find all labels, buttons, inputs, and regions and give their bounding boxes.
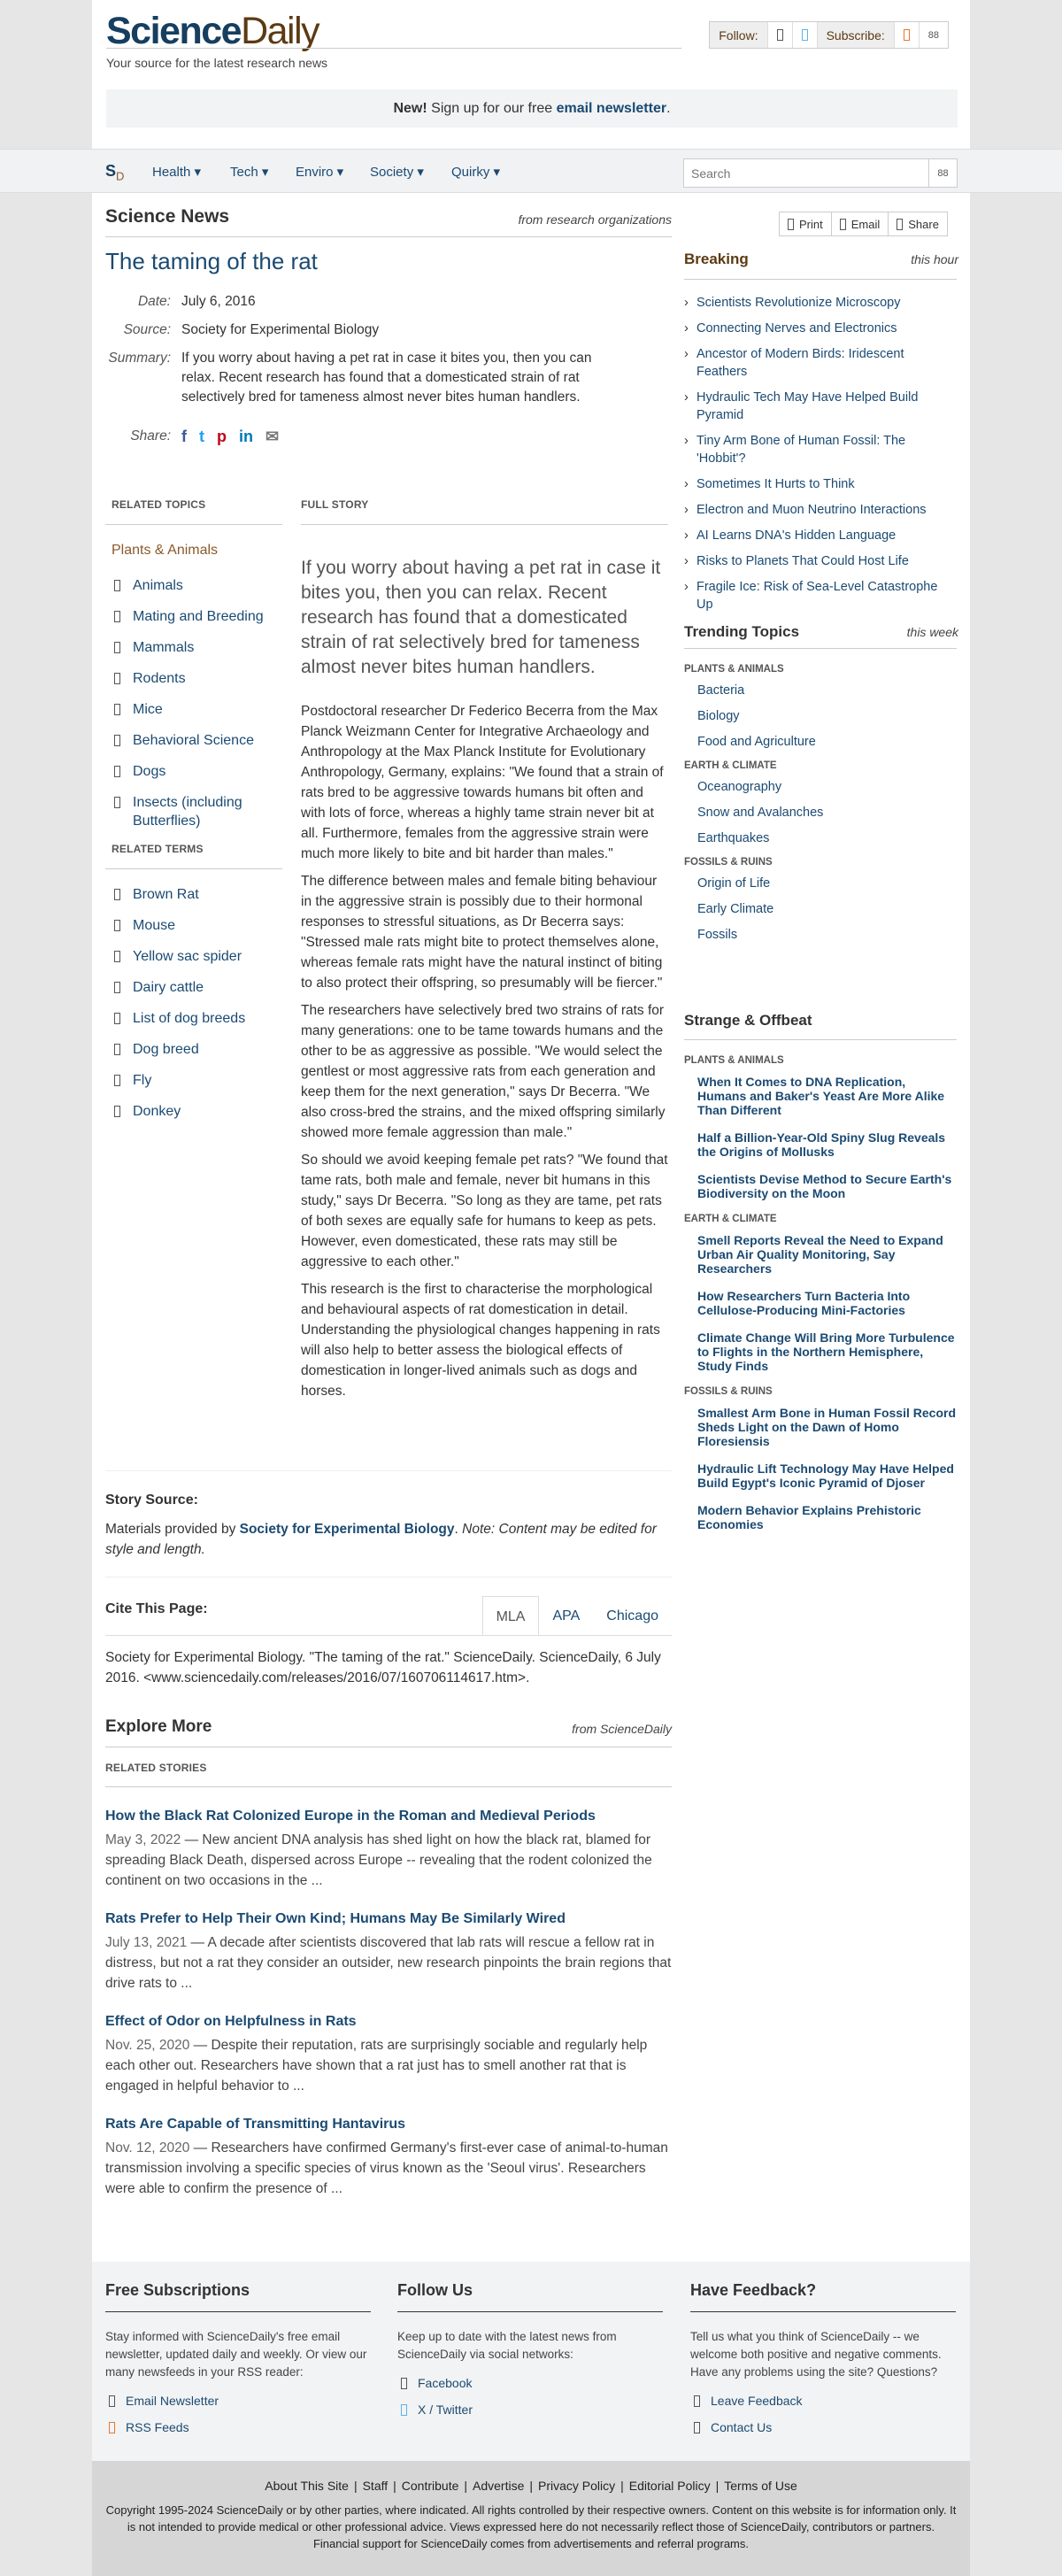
article-date: Date: July 6, 2016 — [137, 294, 256, 309]
breaking-item[interactable]: › Electron and Muon Neutrino Interactions — [684, 501, 957, 519]
related-story-title[interactable]: Rats Are Capable of Transmitting Hantavirus — [105, 2117, 406, 2132]
breaking-item[interactable]: › Fragile Ice: Risk of Sea-Level Catastrophe Up — [684, 578, 957, 613]
tagline: Your source for the latest research news — [106, 56, 328, 70]
tab-chicago[interactable]: Chicago — [606, 1608, 658, 1623]
link-icon — [114, 1106, 120, 1117]
link-icon — [114, 920, 120, 931]
related-topic-link[interactable]: Mice — [105, 700, 282, 719]
group-heading: FOSSILS & RUINS — [684, 857, 773, 868]
follow-label: Follow: — [710, 22, 767, 48]
related-topic-link[interactable]: Behavioral Science — [105, 731, 282, 750]
story-paragraph: This research is the first to characterise the morphological and behavioural aspects of rat domestication in detail. Understanding the physiological changes happening in rats will also help to better assess the biological effects of domestication in longer-lived animals such as dogs and horses. — [301, 1282, 660, 1399]
nav-health[interactable]: Health ▾ — [152, 165, 202, 180]
footer — [92, 2262, 970, 2461]
article-source: Source: Society for Experimental Biology — [123, 322, 380, 337]
related-topic-link[interactable]: Dogs — [105, 762, 282, 781]
explore-subtitle: from ScienceDaily — [572, 1722, 672, 1736]
separator: | — [620, 2479, 624, 2493]
citation-text[interactable]: Society for Experimental Biology. "The taming of the rat." ScienceDaily. ScienceDaily, 6 July 2016. <www.sciencedaily.com/releases/2016/07/160706114617.htm>. — [105, 1650, 661, 1685]
link-icon — [114, 1075, 120, 1086]
related-term-link[interactable]: Mouse — [105, 916, 282, 935]
trending-link[interactable]: Food and Agriculture — [697, 735, 816, 749]
story-source: Story Source: Materials provided by Society for Experimental Biology. Note: Content may be edited for style and length. — [105, 1492, 657, 1557]
copyright: Copyright 1995-2024 ScienceDaily or by other parties, where indicated. All rights controlled by their respective owners. Content on this website is for information only. It is not intended to provide medical or other professional advice. Views expressed here do not necessarily reflect those of ScienceDaily, contributors or partners. Financial support for ScienceDaily comes from advertisements and referral programs. — [105, 2503, 957, 2550]
newsletter-banner: New! Sign up for our free email newsletter. — [106, 89, 958, 127]
share-button[interactable]: Share — [889, 212, 947, 235]
footer-text: Keep up to date with the latest news from ScienceDaily via social networks: — [397, 2330, 617, 2361]
trending-link[interactable]: Earthquakes — [697, 831, 770, 845]
related-term-link[interactable]: Yellow sac spider — [105, 947, 282, 966]
share-row: Share: f t p in ✉ — [130, 428, 280, 445]
related-story-summary: Nov. 12, 2020 — Researchers have confirmed Germany's first-ever case of animal-to-human transmission involving a specific species of virus known as the 'Seoul virus'. Researchers were able to confirm the presence of ... — [105, 2140, 668, 2196]
nav-enviro[interactable]: Enviro ▾ — [296, 165, 344, 180]
separator: | — [393, 2479, 396, 2493]
rss-icon[interactable] — [895, 22, 920, 48]
nav-logo[interactable]: $S_D$ — [105, 162, 125, 183]
footer-bottom-link[interactable]: Contribute — [401, 2479, 459, 2493]
link-icon — [114, 611, 120, 622]
email-icon — [109, 2395, 115, 2407]
related-term-link[interactable]: Dairy cattle — [105, 978, 282, 997]
twitter-share-icon[interactable]: t — [199, 428, 204, 445]
related-story — [105, 2117, 672, 2199]
footer-bottom-link[interactable]: About This Site — [265, 2479, 349, 2493]
offbeat-link[interactable]: How Researchers Turn Bacteria Into Cellulose-Producing Mini-Factories — [697, 1289, 911, 1317]
article-title: The taming of the rat — [105, 248, 318, 274]
footer-bottom-link[interactable]: Privacy Policy — [538, 2479, 616, 2493]
link-icon — [114, 642, 120, 653]
offbeat-link[interactable]: Smell Reports Reveal the Need to Expand Urban Air Quality Monitoring, Say Researchers — [697, 1233, 943, 1276]
related-story-title[interactable]: Rats Prefer to Help Their Own Kind; Humans May Be Similarly Wired — [105, 1911, 566, 1926]
breaking-title: Breaking — [684, 251, 749, 267]
breaking-item[interactable]: › Connecting Nerves and Electronics — [684, 320, 957, 337]
related-story — [105, 2014, 672, 2096]
footer-link[interactable]: Leave Feedback — [690, 2394, 956, 2408]
related-story-title[interactable]: How the Black Rat Colonized Europe in the Roman and Medieval Periods — [105, 1809, 596, 1824]
tab-mla[interactable]: MLA — [482, 1596, 540, 1636]
email-share-icon[interactable]: ✉ — [266, 428, 280, 445]
footer-heading: Have Feedback? — [690, 2281, 956, 2312]
separator: | — [464, 2479, 468, 2493]
article-tools — [779, 212, 948, 236]
separator: | — [715, 2479, 720, 2493]
breaking-item[interactable]: › Hydraulic Tech May Have Helped Build Pyramid — [684, 389, 957, 424]
separator: | — [529, 2479, 534, 2493]
related-term-link[interactable]: Brown Rat — [105, 885, 282, 904]
related-term-link[interactable]: Fly — [105, 1071, 282, 1090]
trending-link[interactable]: Snow and Avalanches — [697, 806, 824, 820]
related-term-link[interactable]: Dog breed — [105, 1040, 282, 1059]
footer-bottom-link[interactable]: Advertise — [473, 2479, 525, 2493]
contact-icon — [694, 2422, 700, 2433]
group-heading: PLANTS & ANIMALS — [684, 664, 784, 675]
facebook-icon — [401, 2378, 407, 2389]
trending-link[interactable]: Oceanography — [697, 780, 782, 794]
related-topic-link[interactable]: Mating and Breeding — [105, 607, 282, 626]
related-story-summary: Nov. 25, 2020 — Despite their reputation, rats are surprisingly sociable and regularly help each other out. Researchers have shown that a rat just has to smell another rat that is engaged in helpful behavior to ... — [105, 2038, 648, 2094]
main-content — [92, 193, 970, 2262]
footer-bottom-link[interactable]: Editorial Policy — [628, 2479, 711, 2493]
main-nav — [0, 149, 1062, 193]
offbeat-link[interactable]: Modern Behavior Explains Prehistoric Economies — [697, 1503, 921, 1531]
footer-link[interactable]: X / Twitter — [397, 2402, 663, 2417]
facebook-share-icon[interactable]: f — [181, 428, 187, 445]
related-story — [105, 1911, 672, 1994]
related-topic-link[interactable]: Mammals — [105, 638, 282, 657]
explore-title: Explore More — [105, 1717, 212, 1736]
subscribe-label: Subscribe: — [818, 22, 895, 48]
section-subtitle: from research organizations — [518, 212, 672, 227]
breaking-item[interactable]: › Ancestor of Modern Birds: Iridescent Feathers — [684, 345, 957, 381]
link-icon — [114, 982, 120, 993]
cite-section: Cite This Page: MLA APA Chicago Society for Experimental Biology. "The taming of the rat." ScienceDaily. ScienceDaily, 6 July 2016. <www.sciencedaily.com/releases/2016/07/160706114617.htm>. — [105, 1596, 672, 1773]
site-header — [92, 0, 970, 149]
link-icon — [114, 704, 120, 715]
link-icon — [114, 1044, 120, 1055]
story-lead: If you worry about having a pet rat in case it bites you, then you can relax. Recent research has found that a domesticated strain of rat selectively bred for tameness almost never bites human handlers. — [301, 558, 661, 677]
print-button[interactable]: Print — [780, 212, 832, 235]
trending-title: Trending Topics — [684, 623, 800, 640]
cite-tabs — [482, 1596, 672, 1636]
link-icon — [114, 951, 120, 962]
group-heading: EARTH & CLIMATE — [684, 1214, 777, 1224]
link-icon — [114, 1013, 120, 1024]
link-icon — [114, 673, 120, 684]
nav-society[interactable]: Society ▾ — [370, 165, 424, 180]
link-icon — [114, 889, 120, 900]
related-story-summary: July 13, 2021 — A decade after scientists discovered that lab rats will rescue a fellow rat in distress, but not a rat they consider an outsider, new research pinpoints the brain regions that drive rats to ... — [105, 1935, 672, 1991]
footer-heading: Free Subscriptions — [105, 2281, 371, 2312]
footer-text: Tell us what you think of ScienceDaily -- we welcome both positive and negative comments. Have any problems using the site? Questions? — [690, 2330, 942, 2379]
related-topic-link[interactable]: Insects (including Butterflies) — [105, 793, 282, 830]
group-heading: PLANTS & ANIMALS — [684, 1055, 784, 1066]
breaking-item[interactable]: › Tiny Arm Bone of Human Fossil: The 'Hobbit'? — [684, 432, 957, 467]
story-paragraph: The researchers have selectively bred two strains of rats for many generations: one to be tame towards humans and the other to be as aggressive as possible. "We would select the gentlest or most aggressive rats from each generation and keep them for the next generation," says Dr Becerra. "We also cross-bred the strains, and the mixed offspring similarly showed more female aggression than male." — [301, 1003, 666, 1140]
offbeat-title: Strange & Offbeat — [684, 1012, 812, 1029]
footer-link[interactable]: Contact Us — [690, 2420, 956, 2434]
trending-link[interactable]: Early Climate — [697, 902, 774, 916]
footer-bottom — [92, 2461, 970, 2576]
offbeat-link[interactable]: Smallest Arm Bone in Human Fossil Record Sheds Light on the Dawn of Homo Floresiensis — [697, 1406, 956, 1448]
group-heading: EARTH & CLIMATE — [684, 760, 777, 771]
breaking-subtitle: this hour — [911, 252, 958, 266]
pinterest-share-icon[interactable]: p — [217, 428, 227, 445]
section-title: Science News — [105, 206, 230, 227]
related-terms-heading: RELATED TERMS — [112, 843, 204, 855]
logo-divider — [106, 48, 681, 49]
trending-subtitle: this week — [906, 625, 958, 639]
footer-bottom-link[interactable]: Staff — [362, 2479, 389, 2493]
full-story — [301, 498, 668, 1408]
related-term-link[interactable]: List of dog breeds — [105, 1009, 282, 1028]
story-paragraph: Postdoctoral researcher Dr Federico Becerra from the Max Planck Weizmann Center for Integrative Archaeology and Anthropology at the Max Planck Institute for Evolutionary Anthropology, Germany, explains: "We found that a strain of rats bred to be aggressive towards humans bit often and with lots of force, whereas a highly tame strain never bit at all. Furthermore, females from the aggressive strain were much more likely to bite and bit harder than males." — [301, 704, 664, 861]
story-paragraph: The difference between males and female biting behaviour in the aggressive strain is possibly due to their hormonal responses to stressful situations, as Dr Becerra says: "Stressed male rats might bite to protect themselves alone, whereas female rats might have the natural instinct of biting to also protect their offspring, so presumably will be fiercer." — [301, 874, 663, 991]
offbeat-link[interactable]: Hydraulic Lift Technology May Have Helped Build Egypt's Iconic Pyramid of Djoser — [697, 1462, 954, 1490]
breaking-item[interactable]: › AI Learns DNA's Hidden Language — [684, 527, 957, 544]
offbeat-link[interactable]: Climate Change Will Bring More Turbulence to Flights in the Northern Hemisphere, Study Finds — [697, 1330, 955, 1373]
trending-link[interactable]: Biology — [697, 709, 740, 723]
footer-link[interactable]: RSS Feeds — [105, 2420, 371, 2434]
linkedin-share-icon[interactable]: in — [239, 428, 253, 445]
footer-heading: Follow Us — [397, 2281, 663, 2312]
group-heading: FOSSILS & RUINS — [684, 1386, 773, 1397]
email-newsletter-link[interactable]: email newsletter — [556, 101, 667, 116]
link-icon — [114, 766, 120, 777]
trending-link[interactable]: Origin of Life — [697, 876, 771, 891]
footer-link[interactable]: Email Newsletter — [105, 2394, 371, 2408]
related-story-title[interactable]: Effect of Odor on Helpfulness in Rats — [105, 2014, 357, 2029]
search-box — [683, 158, 958, 188]
story-paragraph: So should we avoid keeping female pet rats? "We found that tame rats, both male and female, never bit humans in this study," says Dr Becerra. "So long as they are tame, pet rats of both sexes are equally safe for humans to keep as pets. However, even domesticated, these rats may still be aggressive to each other." — [301, 1153, 668, 1269]
site-logo[interactable]: ScienceDaily — [106, 10, 319, 52]
tab-apa[interactable]: APA — [552, 1608, 581, 1623]
breaking-item[interactable]: › Sometimes It Hurts to Think — [684, 475, 957, 493]
related-topics-heading: RELATED TOPICS — [112, 498, 206, 511]
trending-link[interactable]: Fossils — [697, 928, 738, 942]
link-icon — [114, 735, 120, 746]
related-topic-link[interactable]: Rodents — [105, 669, 282, 688]
related-story — [105, 1809, 672, 1891]
trending-link[interactable]: Bacteria — [697, 683, 745, 698]
twitter-icon — [401, 2404, 407, 2416]
separator: | — [353, 2479, 358, 2493]
feedback-icon — [694, 2395, 700, 2407]
email-button[interactable]: Email — [832, 212, 889, 235]
topic-category[interactable]: Plants & Animals — [112, 543, 219, 558]
facebook-icon[interactable] — [768, 22, 793, 48]
link-icon — [114, 797, 120, 808]
related-stories-heading: RELATED STORIES — [105, 1762, 207, 1774]
related-term-link[interactable]: Donkey — [105, 1102, 282, 1121]
nav-quirky[interactable]: Quirky ▾ — [451, 165, 501, 180]
offbeat-link[interactable]: Half a Billion-Year-Old Spiny Slug Reveals the Origins of Mollusks — [697, 1130, 946, 1159]
related-sidebar — [105, 498, 282, 1133]
breaking-item[interactable]: › Scientists Revolutionize Microscopy — [684, 294, 957, 312]
offbeat-link[interactable]: Scientists Devise Method to Secure Earth's Biodiversity on the Moon — [697, 1172, 952, 1200]
search-button[interactable]: 88 — [928, 159, 957, 187]
menu-icon[interactable]: 88 — [927, 29, 939, 41]
source-link[interactable]: Society for Experimental Biology — [239, 1522, 455, 1537]
footer-text: Stay informed with ScienceDaily's free email newsletter, updated daily and weekly. Or view our many newsfeeds in your RSS reader: — [105, 2330, 367, 2379]
full-story-heading: FULL STORY — [301, 498, 369, 511]
footer-links — [92, 2479, 970, 2493]
twitter-icon[interactable] — [793, 22, 818, 48]
link-icon — [114, 580, 120, 591]
related-story-summary: May 3, 2022 — New ancient DNA analysis has shed light on how the black rat, blamed for spreading Black Death, dispersed across Europe -- revealing that the rodent colonized the continent on two occasions in the ... — [105, 1832, 652, 1888]
nav-tech[interactable]: Tech ▾ — [230, 165, 269, 180]
footer-bottom-link[interactable]: Terms of Use — [724, 2479, 797, 2493]
article-summary: Summary: If you worry about having a pet rat in case it bites you, then you can relax. Recent research has found that a domesticated strain of rat selectively bred for tameness almost never bites human handlers. — [108, 351, 592, 405]
related-topic-link[interactable]: Animals — [105, 576, 282, 595]
rss-icon — [109, 2422, 115, 2433]
related-stories — [105, 1809, 672, 2219]
breaking-item[interactable]: › Risks to Planets That Could Host Life — [684, 552, 957, 570]
offbeat-link[interactable]: When It Comes to DNA Replication, Humans and Baker's Yeast Are More Alike Than Different — [697, 1075, 945, 1117]
follow-subscribe-bar — [709, 21, 949, 49]
search-input[interactable] — [684, 159, 928, 187]
footer-link[interactable]: Facebook — [397, 2376, 663, 2390]
